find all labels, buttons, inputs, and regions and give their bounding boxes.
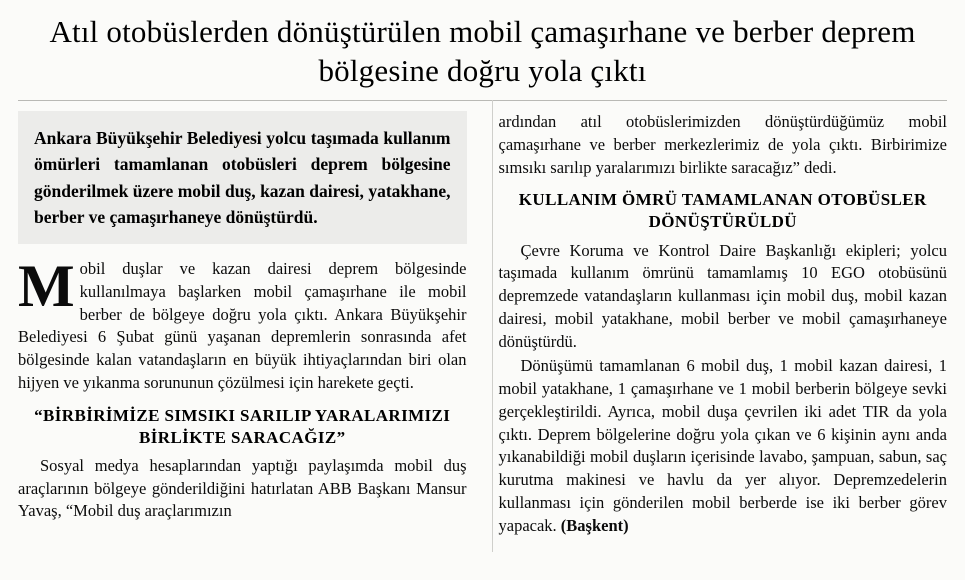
- left-subheading: “BİRBİRİMİZE SIMSIKI SARILIP YARALARIMIZI BİRLİKTE SARACAĞIZ”: [34, 405, 451, 447]
- right-column: [499, 111, 948, 539]
- article-source: (Başkent): [560, 515, 629, 535]
- left-second-paragraph: Sosyal medya hesaplarından yaptığı paylaşımda mobil duş araçlarının bölgeye gönderildiğini hatırlatan ABB Başkanı Mansur Yavaş, “Mobil duş araçlarımızın: [18, 455, 467, 521]
- right-paragraph-2: [499, 355, 948, 537]
- column-divider: [492, 100, 493, 552]
- right-paragraph-2-text: Dönüşümü tamamlanan 6 mobil duş, 1 mobil kazan dairesi, 1 mobil yatakhane, 1 çamaşırhane ve 1 mobil berberin bölgeye sevki gerçekleştirildi. Ayrıca, mobil duşa çevrilen iki adet TIR da yola çıktı. Deprem bölgelerine doğru yola çıkan ve 6 kişinin aynı anda yıkanabildiği mobil duşların içerisinde lavabo, şampuan, sabun, saç kurutma makinesi ve havlu da yer alıyor. Depremzedelerin kullanması için gönderilen mobil berberde ise iki berber görev yapacak.: [498, 356, 947, 535]
- left-column: [18, 111, 473, 525]
- page-title: Atıl otobüslerden dönüştürülen mobil çamaşırhane ve berber deprem bölgesine doğru yola çıktı: [49, 14, 916, 89]
- article-lede: Ankara Büyükşehir Belediyesi yolcu taşımada kullanım ömürleri tamamlanan otobüsleri deprem bölgesine gönderilmek üzere mobil duş, kazan dairesi, yatakhane, berber ve çamaşırhaneye dönüştürdü.: [18, 111, 467, 244]
- drop-cap: M: [18, 253, 75, 320]
- article-columns: [18, 111, 947, 539]
- right-continuation-paragraph: ardından atıl otobüslerimizden dönüştürdüğümüz mobil çamaşırhane ve berber merkezlerimiz de yola çıktı. Birbirimize sımsıkı sarılıp yaralarımızı birlikte saracağız” dedi.: [498, 112, 947, 177]
- header-divider: [18, 100, 947, 101]
- right-paragraph-1: Çevre Koruma ve Kontrol Daire Başkanlığı ekipleri; yolcu taşımada kullanım ömrünü tamamlamış 10 EGO otobüsünü depremzede vatandaşların kullanması için mobil duş, mobil kazan dairesi, mobil yatakhane, mobil berber ve mobil çamaşırhaneye dönüştürdü.: [498, 240, 947, 351]
- left-first-paragraph-text: obil duşlar ve kazan dairesi deprem bölgesinde kullanılmaya başlarken mobil çamaşırhane ile mobil berber de bölgeye doğru yola çıktı. Ankara Büyükşehir Belediyesi 6 Şubat günü yaşanan depremlerin sonrasında afet bölgesinde kalan vatandaşların en büyük ihtiyaçlarından biri olan hijyen ve yıkanma sorununun çözülmesi için harekete geçti.: [18, 259, 467, 392]
- left-first-paragraph: [18, 253, 467, 395]
- right-subheading: KULLANIM ÖMRÜ TAMAMLANAN OTOBÜSLER DÖNÜŞTÜRÜLDÜ: [518, 190, 927, 232]
